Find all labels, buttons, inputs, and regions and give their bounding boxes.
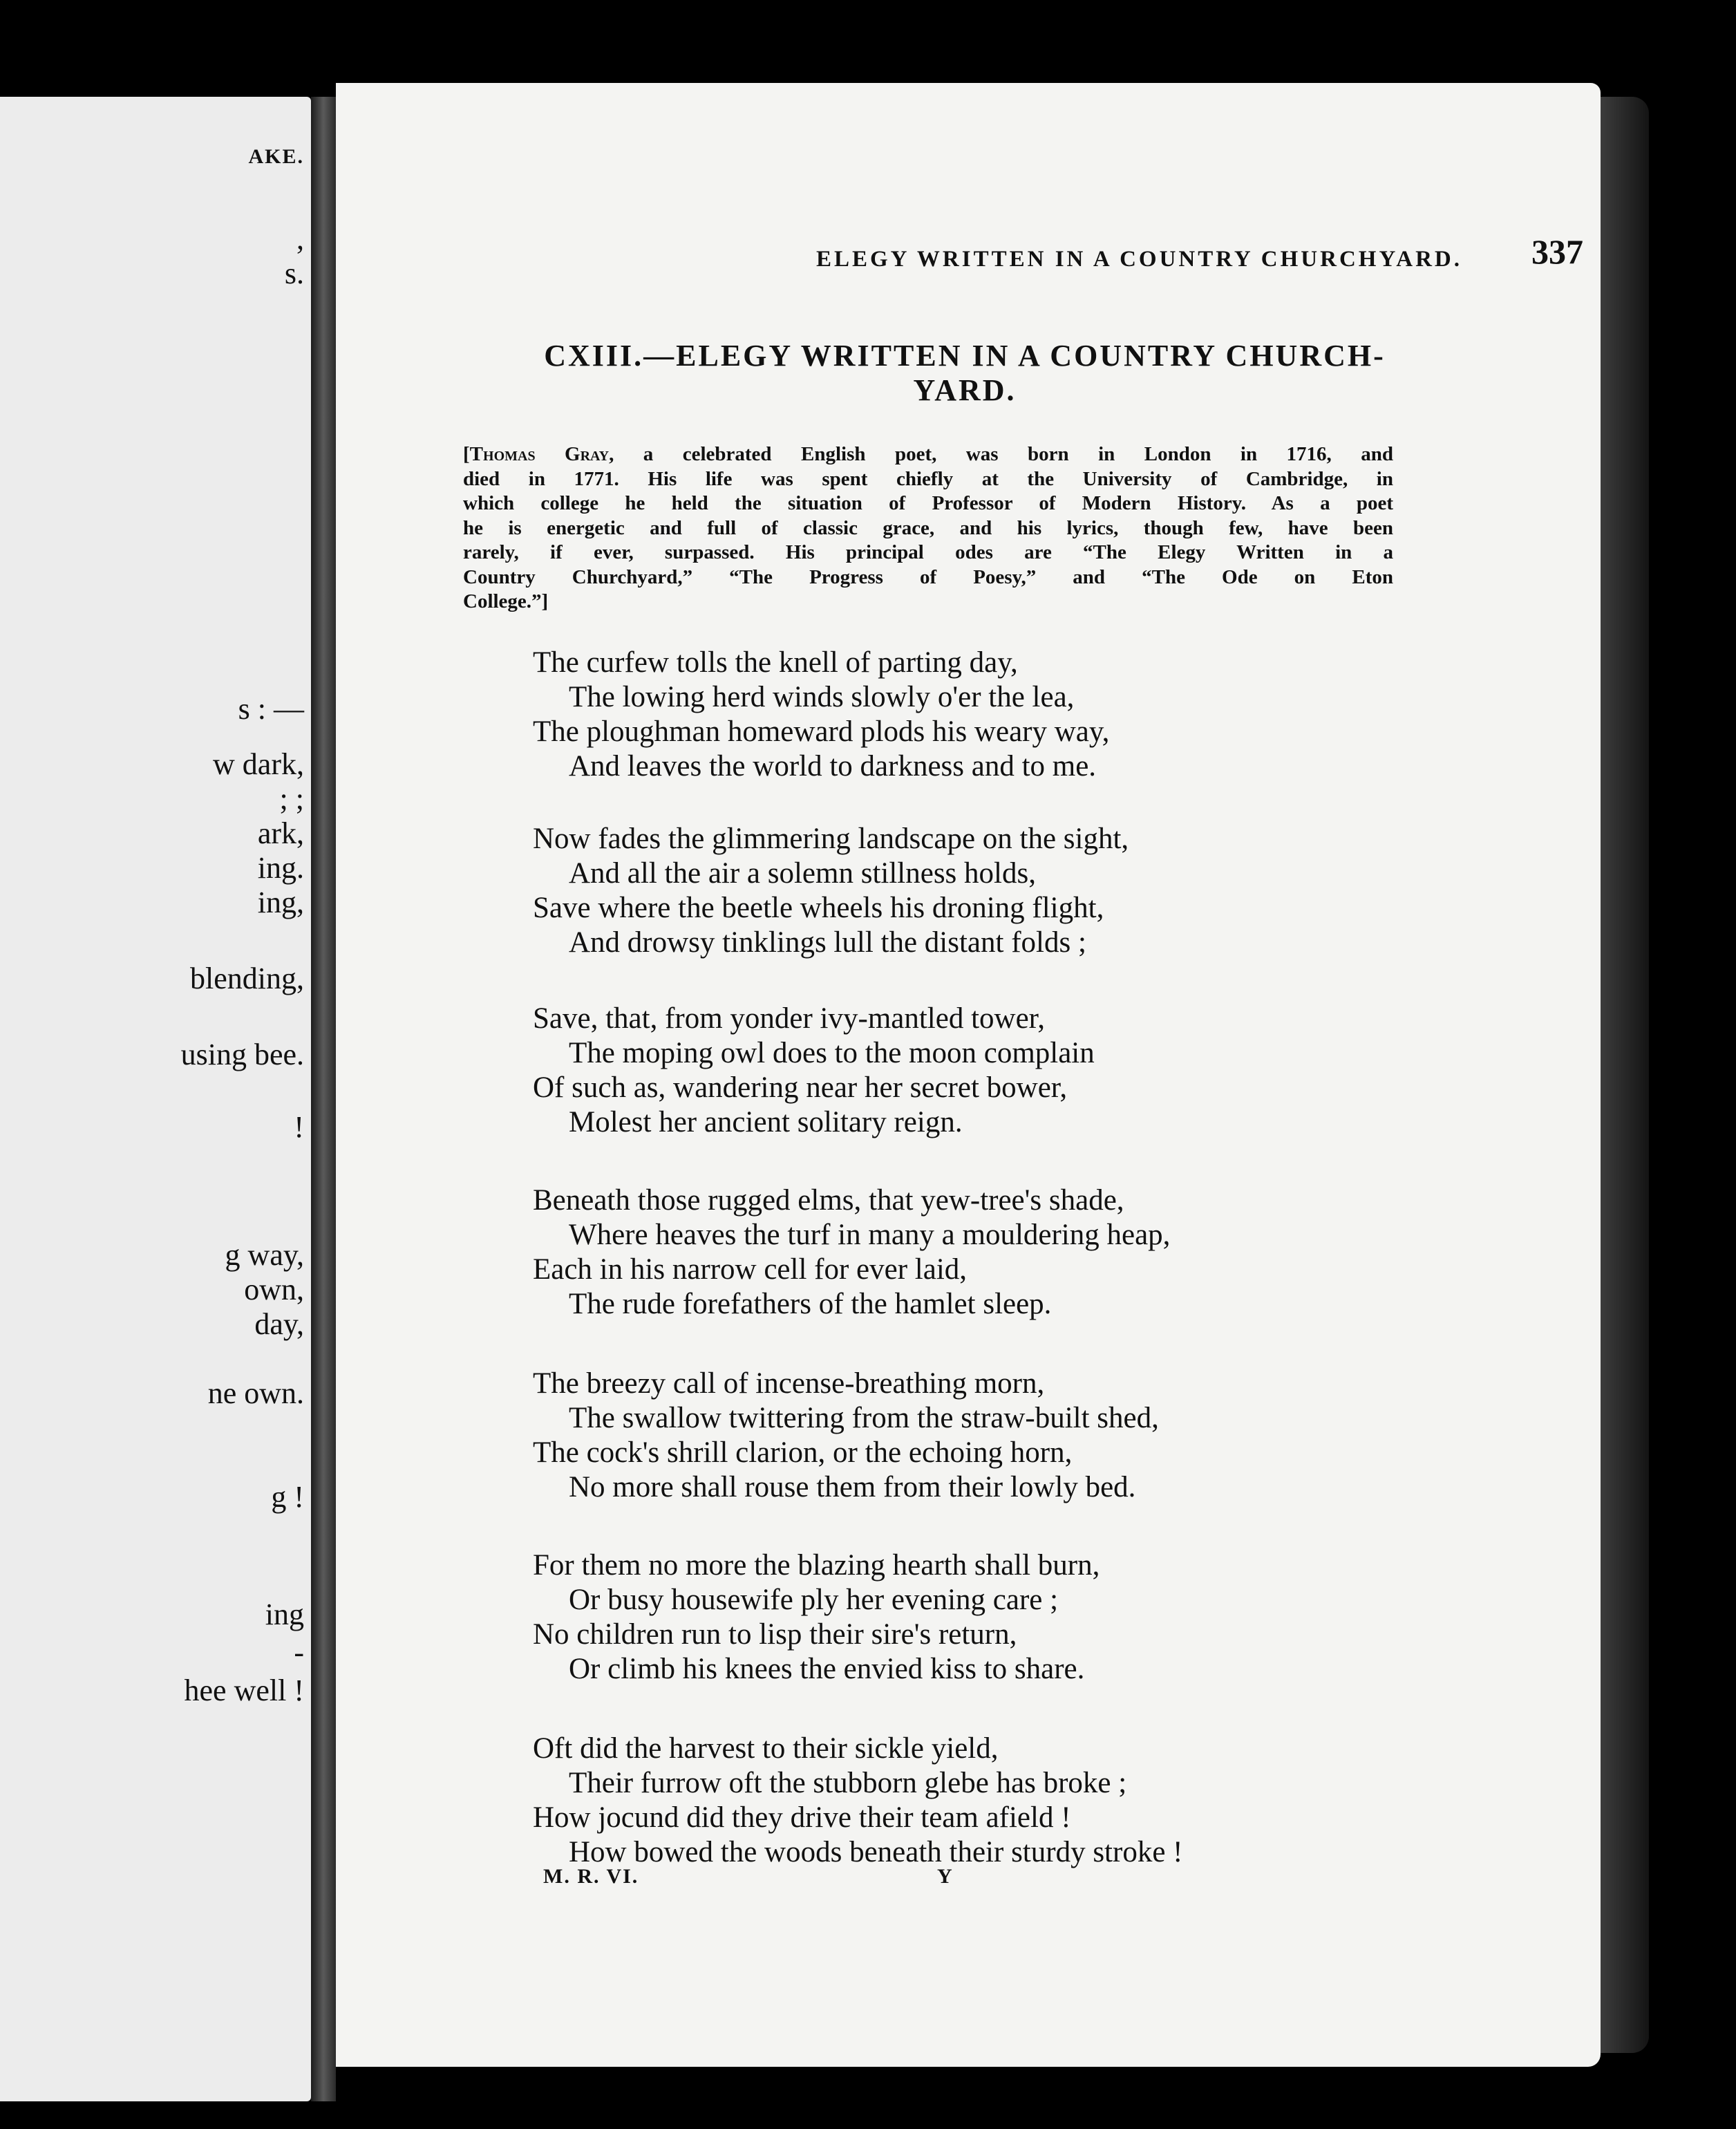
poem-line: Or climb his knees the envied kiss to share. xyxy=(569,1653,1085,1685)
previous-page xyxy=(0,97,311,2101)
signature-mark-letter: Y xyxy=(937,1865,954,1888)
previous-page-line: using bee. xyxy=(180,1038,304,1071)
poem-line: Of such as, wandering near her secret bower, xyxy=(533,1071,1068,1104)
running-head-title: ELEGY WRITTEN IN A COUNTRY CHURCHYARD. xyxy=(815,247,1462,272)
poem-line: Molest her ancient solitary reign. xyxy=(569,1106,963,1138)
author-note-line: rarely, if ever, surpassed. His principal odes are “The Elegy Written in a xyxy=(463,541,1393,563)
poem-line: Now fades the glimmering landscape on the sight, xyxy=(533,823,1129,855)
poem-line: How bowed the woods beneath their sturdy stroke ! xyxy=(569,1836,1183,1868)
poem-line: Save, that, from yonder ivy-mantled tower, xyxy=(533,1002,1046,1035)
previous-page-line: AKE. xyxy=(248,145,304,168)
poem-line: Each in his narrow cell for ever laid, xyxy=(533,1253,968,1286)
previous-page-line: g ! xyxy=(271,1480,304,1514)
poem-line: The swallow twittering from the straw-built shed, xyxy=(569,1402,1159,1434)
poem-line: Beneath those rugged elms, that yew-tree's shade, xyxy=(533,1184,1124,1217)
poem-line: And drowsy tinklings lull the distant folds ; xyxy=(569,926,1086,959)
author-name: Thomas Gray xyxy=(469,443,610,465)
previous-page-line: ing xyxy=(265,1597,304,1631)
poem-line: Save where the beetle wheels his droning flight, xyxy=(533,892,1104,924)
poem-line: And all the air a solemn stillness holds, xyxy=(569,857,1036,890)
previous-page-line: w dark, xyxy=(213,747,304,781)
previous-page-line: ! xyxy=(294,1110,304,1144)
previous-page-line: ark, xyxy=(257,816,304,850)
previous-page-line: own, xyxy=(244,1273,304,1306)
previous-page-line: day, xyxy=(254,1307,304,1341)
previous-page-line: blending, xyxy=(190,962,304,995)
poem-line: The moping owl does to the moon complain xyxy=(569,1037,1095,1069)
poem-line: The lowing herd winds slowly o'er the lea, xyxy=(569,681,1075,713)
author-note-bracket: [ xyxy=(463,443,470,465)
poem-line: No children run to lisp their sire's return, xyxy=(533,1618,1017,1651)
poem-line: And leaves the world to darkness and to me. xyxy=(569,750,1097,782)
poem-line: The cock's shrill clarion, or the echoing horn, xyxy=(533,1436,1073,1469)
author-note-text: , a celebrated English poet, was born in London in 1716, and xyxy=(609,443,1393,465)
book-gutter xyxy=(311,97,336,2101)
previous-page-line: hee well ! xyxy=(184,1673,304,1707)
page-edge xyxy=(1601,97,1649,2053)
previous-page-line: ne own. xyxy=(207,1376,304,1410)
poem-line: For them no more the blazing hearth shall burn, xyxy=(533,1549,1100,1582)
previous-page-line: - xyxy=(294,1635,304,1669)
poem-line: No more shall rouse them from their lowly bed. xyxy=(569,1471,1136,1503)
author-note-line: College.”] xyxy=(463,590,549,612)
author-note-line: he is energetic and full of classic grace, and his lyrics, though few, have been xyxy=(463,516,1393,539)
page-number: 337 xyxy=(1531,232,1583,271)
previous-page-line: ing. xyxy=(257,851,304,885)
poem-line: How jocund did they drive their team afield ! xyxy=(533,1801,1071,1834)
previous-page-line: ing, xyxy=(257,885,304,919)
poem-title-line-2: YARD. xyxy=(913,373,1017,407)
previous-page-line: , xyxy=(296,222,304,256)
previous-page-line: ; ; xyxy=(279,782,304,816)
poem-line: The rude forefathers of the hamlet sleep. xyxy=(569,1288,1052,1320)
poem-line: The breezy call of incense-breathing morn, xyxy=(533,1367,1045,1400)
poem-line: Or busy housewife ply her evening care ; xyxy=(569,1584,1059,1616)
author-note-line: which college he held the situation of Professor of Modern History. As a poet xyxy=(463,492,1393,514)
poem-body xyxy=(336,83,1601,2067)
previous-page-line: s. xyxy=(284,256,304,290)
poem-title-line-1: CXIII.—ELEGY WRITTEN IN A COUNTRY CHURCH- xyxy=(544,339,1386,373)
previous-page-line: s : — xyxy=(238,692,304,726)
poem-line: The ploughman homeward plods his weary way, xyxy=(533,715,1110,748)
poem-line: Where heaves the turf in many a mouldering heap, xyxy=(569,1219,1171,1251)
author-note-line: Country Churchyard,” “The Progress of Poesy,” and “The Ode on Eton xyxy=(463,565,1393,588)
poem-line: Their furrow oft the stubborn glebe has broke ; xyxy=(569,1767,1127,1799)
poem-line: Oft did the harvest to their sickle yield, xyxy=(533,1732,999,1765)
previous-page-line: g way, xyxy=(225,1238,304,1272)
poem-line: The curfew tolls the knell of parting day, xyxy=(533,646,1018,679)
current-page xyxy=(336,83,1601,2067)
signature-mark-left: M. R. VI. xyxy=(543,1865,639,1888)
author-note-line: died in 1771. His life was spent chiefly at the University of Cambridge, in xyxy=(463,467,1393,490)
